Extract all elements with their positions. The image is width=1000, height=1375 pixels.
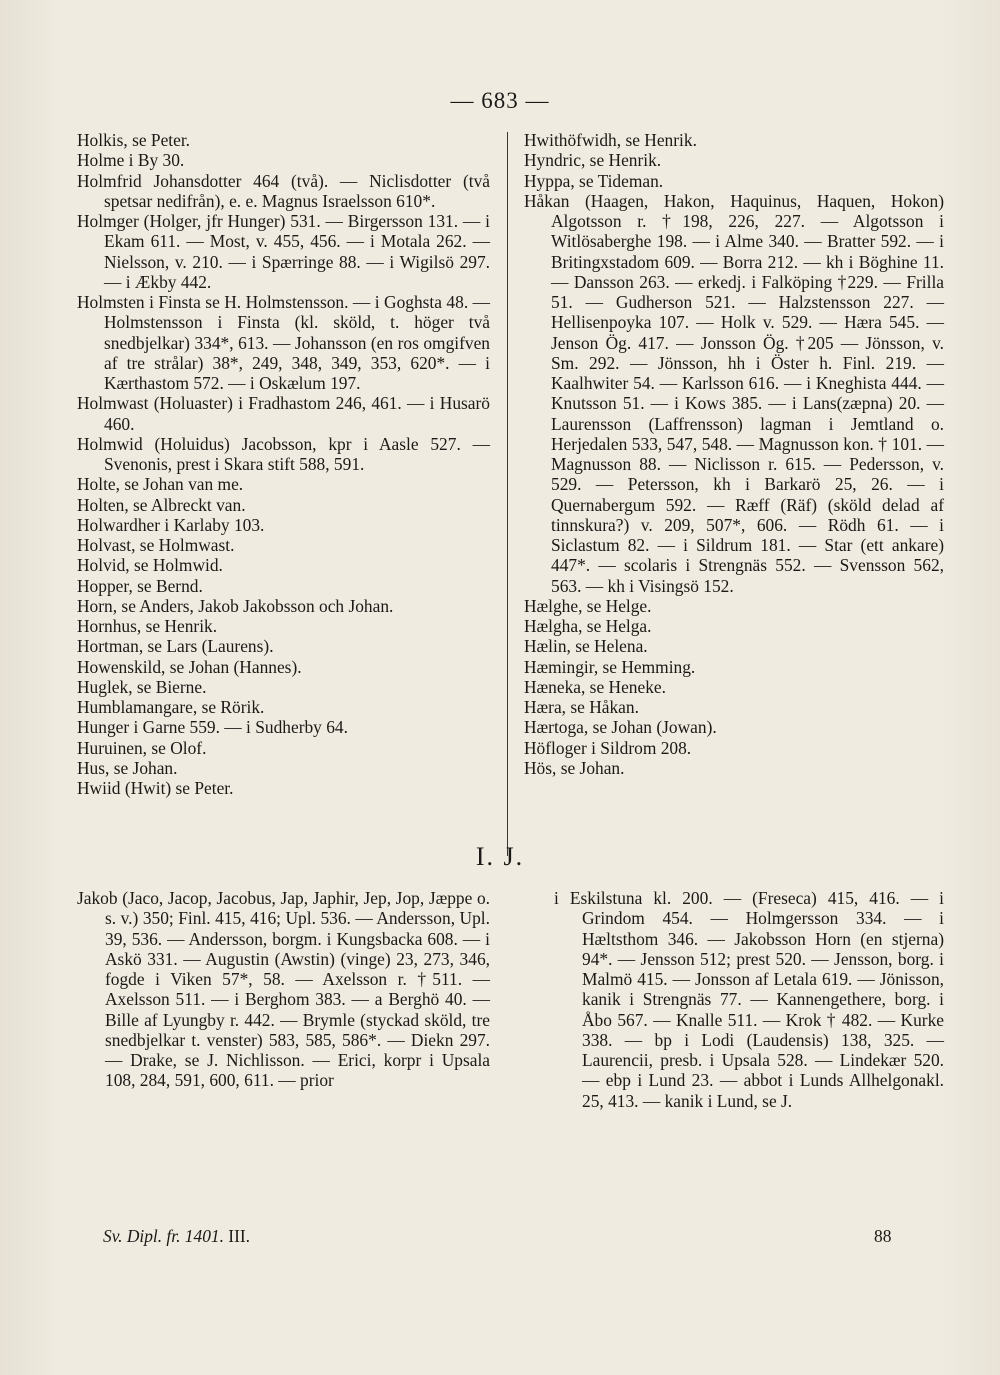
index-entry: Holvid, se Holmwid. xyxy=(77,555,223,576)
index-entry: Holmwast (Holuaster) i Fradhastom 246, 461. — i Husarö 460. xyxy=(77,393,490,434)
index-entry: Holten, se Albreckt van. xyxy=(77,494,246,515)
bottom-right-column xyxy=(554,888,944,1111)
index-entry: Huglek, se Bierne. xyxy=(77,676,207,697)
index-entry: Holmsten i Finsta se H. Holmstensson. — i Goghsta 48. — Holmstensson i Finsta (kl. sköld, t. höger två snedbjelkar) 334*, 613. — Johansson (en ros omgifven af tre strålar) 38*, 249, 348, 349, 353, 620*. — i Kærthastom 572. — i Oskælum 197. xyxy=(77,292,490,393)
index-entry: Hornhus, se Henrik. xyxy=(77,616,218,636)
index-entry: Hyndric, se Henrik. xyxy=(524,150,662,171)
index-entry: Hærtoga, se Johan (Jowan). xyxy=(524,717,717,738)
section-heading: I. J. xyxy=(475,842,525,871)
index-entry: Hæra, se Håkan. xyxy=(524,697,639,717)
index-entry: Hælghe, se Helge. xyxy=(524,595,652,616)
index-entry: Höfloger i Sildrom 208. xyxy=(524,737,692,758)
index-entry: Holmger (Holger, jfr Hunger) 531. — Birgersson 131. — i Ekam 611. — Most, v. 455, 456. — i Motala 262. — Nielsson, v. 210. — i Spærringe 88. — i Wigilsö 297. — i Ækby 442. xyxy=(77,211,490,292)
index-entry: Hus, se Johan. xyxy=(77,757,178,778)
signature-title: Sv. Dipl. fr. 1401. xyxy=(103,1226,224,1246)
index-entry: Hælgha, se Helga. xyxy=(524,616,652,636)
index-entry: Hæmingir, se Hemming. xyxy=(524,656,696,677)
right-column xyxy=(524,130,944,778)
bottom-left-column xyxy=(77,888,490,1091)
left-column xyxy=(77,130,490,798)
index-entry: Hyppa, se Tideman. xyxy=(524,170,664,191)
column-divider xyxy=(507,132,508,856)
index-entry: Jakob (Jaco, Jacop, Jacobus, Jap, Japhir, Jep, Jop, Jæppe o. s. v.) 350; Finl. 415, 416; Upl. 536. — Andersson, Upl. 39, 536. — Andersson, borgm. i Kungsbacka 608. — i Askö 331. — Augustin (Awstin) (vinge) 23, 273, 346, fogde i Viken 57*, 58. — Axelsson r. †511. — Axelsson 511. — i Berghom 383. — a Berghö 40. — Bille af Lyungby r. 442. — Brymle (styckad sköld, tre snedbjelkar t. venster) 583, 585, 586*. — Diekn 297. — Drake, se J. Nichlisson. — Erici, korpr i Upsala 108, 284, 591, 600, 611. — prior xyxy=(77,888,490,1091)
index-entry: Hælin, se Helena. xyxy=(524,636,648,657)
signature-sheet-number: 88 xyxy=(874,1226,892,1246)
index-entry: Howenskild, se Johan (Hannes). xyxy=(77,656,302,677)
index-entry: Horn, se Anders, Jakob Jakobsson och Johan. xyxy=(77,595,394,616)
index-entry: Humblamangare, se Rörik. xyxy=(77,697,265,717)
index-entry: Holmwid (Holuidus) Jacobsson, kpr i Aasle 527. — Svenonis, prest i Skara stift 588, 591. xyxy=(77,433,490,474)
index-entry-continuation: i Eskilstuna kl. 200. — (Freseca) 415, 416. — i Grindom 454. — Holmgersson 334. — i Hæltsthom 346. — Jakobsson Horn (en stjerna) 94*. — Jensson 512; prest 520. — Jensson, borg. i Malmö 415. — Jonsson af Letala 619. — Jönisson, kanik i Strengnäs 77. — Kannengethere, borg. i Åbo 567. — Knalle 511. — Krok † 482. — Kurke 338. — bp i Lodi (Laudensis) 138, 325. — Laurencii, presb. i Upsala 528. — Lindekær 520. — ebp i Lund 23. — abbot i Lunds Allhelgonakl. 25, 413. — kanik i Lund, se J. xyxy=(554,888,944,1111)
index-entry: Holme i By 30. xyxy=(77,150,185,171)
index-entry: Hwithöfwidh, se Henrik. xyxy=(524,130,697,150)
index-entry: Huruinen, se Olof. xyxy=(77,737,207,758)
index-entry: Holmfrid Johansdotter 464 (två). — Niclisdotter (två spetsar nedifrån), e. e. Magnus Israelsson 610*. xyxy=(77,170,490,211)
index-entry: Hortman, se Lars (Laurens). xyxy=(77,636,274,657)
index-entry: Holte, se Johan van me. xyxy=(77,474,244,495)
index-entry: Holwardher i Karlaby 103. xyxy=(77,514,265,535)
printer-signature xyxy=(103,1226,250,1247)
signature-volume: III. xyxy=(228,1226,251,1246)
index-entry: Hös, se Johan. xyxy=(524,757,625,778)
index-entry: Håkan (Haagen, Hakon, Haquinus, Haquen, Hokon) Algotsson r. †198, 226, 227. — Algotsson i Witlösaberghe 198. — i Alme 340. — Bratter 592. — i Britingxstadom 609. — Borra 212. — kh i Böghine 11. — Dansson 263. — erkedj. i Falköping †229. — Frilla 51. — Gudherson 521. — Halzstensson 227. — Hellisenpoyka 107. — Holk v. 529. — Hæra 545. — Jenson Ög. 417. — Jonsson Ög. †205 — Jönsson, v. Sm. 292. — Jönsson, hh i Öster h. Finl. 219. — Kaalhwiter 54. — Karlsson 616. — i Kneghista 444. — Knutsson 51. — i Kows 385. — i Lans(zæpna) 20. — Laurensson (Laffrensson) lagman i Jemtland o. Herjedalen 533, 547, 548. — Magnusson kon. † 101. — Magnusson 88. — Niclisson r. 615. — Pedersson, v. 529. — Petersson, kh i Barkarö 25, 26. — i Quernabergum 592. — Ræff (Räf) (sköld delad af tinnskura?) v. 209, 507*, 606. — Rödh 61. — i Siclastum 82. — i Sildrum 181. — Star (ett ankare) 447*. — scolaris i Strengnäs 552. — Svensson 562, 563. — kh i Visingsö 152. xyxy=(524,190,944,596)
index-entry: Hæneka, se Heneke. xyxy=(524,676,666,697)
index-entry: Hwiid (Hwit) se Peter. xyxy=(77,778,234,798)
page-number: — 683 — xyxy=(450,88,550,113)
index-entry: Holvast, se Holmwast. xyxy=(77,535,235,555)
index-entry: Hopper, se Bernd. xyxy=(77,575,203,596)
index-entry: Hunger i Garne 559. — i Sudherby 64. xyxy=(77,717,348,738)
index-entry: Holkis, se Peter. xyxy=(77,130,191,150)
